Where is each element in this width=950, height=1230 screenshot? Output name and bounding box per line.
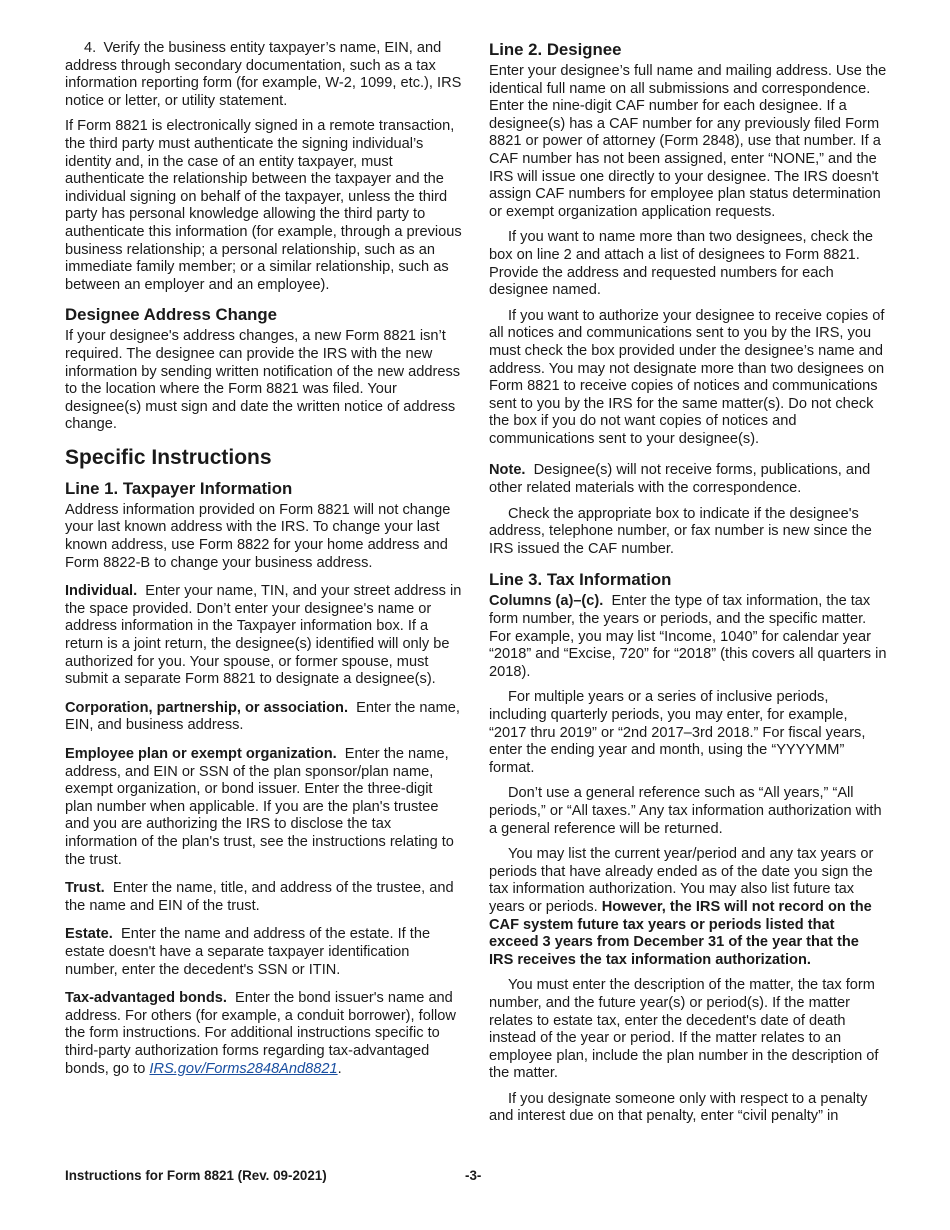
line2-heading: Line 2. Designee bbox=[489, 40, 622, 59]
employee-plan-paragraph bbox=[65, 746, 463, 869]
columns-paragraph bbox=[489, 593, 887, 681]
employee-plan-text: Enter the name, address, and EIN or SSN of the plan sponsor/plan name, exempt organization, or bond issuer. Enter the three-digit plan number when applicable. If you are the plan's trustee and you are authorizing the IRS to disclose the tax information of the plan's trust, see the instructions relating to the trust. bbox=[65, 746, 454, 868]
right-column bbox=[489, 40, 887, 1134]
page-number: -3- bbox=[465, 1168, 482, 1183]
line1-paragraph: Address information provided on Form 8821 will not change your last known address with the IRS. To change your last known address, use Form 8822 for your home address and Form 8822-B to change your business address. bbox=[65, 501, 451, 571]
line3-paragraph-6: If you designate someone only with respect to a penalty and interest due on that penalty, enter “civil penalty” in bbox=[489, 1090, 868, 1125]
item-4-paragraph: 4. Verify the business entity taxpayer’s name, EIN, and address through secondary documentation, such as a tax information reporting form (for example, W-2, 1099, etc.), IRS notice or letter, or utility statement. bbox=[65, 40, 462, 109]
line3-paragraph-4-bold: However, the IRS will not record on the CAF system future tax years or periods listed that exceed 3 years from December 31 of the year that the IRS receives the tax information authorization. bbox=[489, 898, 872, 968]
individual-paragraph bbox=[65, 583, 463, 689]
employee-plan-lead: Employee plan or exempt organization. bbox=[65, 746, 337, 762]
line3-paragraph-3: Don’t use a general reference such as “All years,” “All periods,” or “All taxes.” Any tax information authorization with a general reference will be returned. bbox=[489, 785, 882, 837]
line2-paragraph-3: If you want to authorize your designee to receive copies of all notices and communications sent to you by the IRS, you must check the box provided under the designee’s name and address. You may not designate more than two designees on Form 8821 to receive copies of notices and communications sent to you by the IRS for the same matter(s). Do not check the box if you do not want copies of notices and communications sent to your designee(s). bbox=[489, 307, 885, 447]
specific-instructions-heading: Specific Instructions bbox=[65, 445, 272, 469]
tax-advantaged-bonds-text: Enter the bond issuer's name and address. For others (for example, a conduit borrower), follow the form instructions. For additional instructions specific to third-party authorization forms regarding tax-advantaged bonds, go to bbox=[65, 990, 456, 1077]
note-text: Designee(s) will not receive forms, publications, and other related materials with the correspondence. bbox=[489, 462, 871, 497]
left-column bbox=[65, 40, 463, 1089]
line2-paragraph-2: If you want to name more than two designees, check the box on line 2 and attach a list of designees to Form 8821. Provide the address and requested numbers for each designee named. bbox=[489, 229, 874, 299]
line2-paragraph-4: Check the appropriate box to indicate if the designee's address, telephone number, or fax number is new since the IRS issued the CAF number. bbox=[489, 505, 872, 557]
tax-advantaged-bonds-end: . bbox=[337, 1060, 342, 1077]
line3-paragraph-5: You must enter the description of the matter, the tax form number, and the future year(s) or period(s). If the matter relates to estate tax, enter the decedent's date of death instead of the year or period. If the matter relates to an employee plan, include the plan number in the description of the matter. bbox=[489, 977, 879, 1082]
line1-heading: Line 1. Taxpayer Information bbox=[65, 478, 293, 498]
estate-lead: Estate. bbox=[65, 926, 113, 943]
columns-text: Enter the type of tax information, the tax form number, the years or periods, and the specific matter. For example, you may list “Income, 1040” for calendar year “2018” and “Excise, 720” for “2018” (this covers all quarters in 2018). bbox=[489, 593, 887, 680]
note-lead: Note. bbox=[489, 462, 526, 479]
trust-paragraph bbox=[65, 880, 463, 915]
designee-address-change-paragraph: If your designee's address changes, a new Form 8821 isn’t required. The designee can provide the IRS with the new information by sending written notification of the new address to the location where the Form 8821 was filed. Your designee(s) must sign and date the written notice of address change. bbox=[65, 328, 461, 433]
tax-advantaged-bonds-paragraph bbox=[65, 990, 463, 1078]
line3-paragraph-4 bbox=[489, 846, 887, 969]
corporation-text: Enter the name, EIN, and business address. bbox=[65, 699, 460, 734]
estate-paragraph bbox=[65, 926, 463, 979]
irs-forms-link[interactable]: IRS.gov/Forms2848And8821 bbox=[149, 1060, 338, 1077]
trust-text: Enter the name, title, and address of the trustee, and the name and EIN of the trust. bbox=[65, 880, 454, 914]
note-paragraph bbox=[489, 462, 887, 497]
esign-paragraph: If Form 8821 is electronically signed in a remote transaction, the third party must authenticate the signing individual’s identity and, in the case of an entity taxpayer, must authenticate the relationship between the taxpayer and the individual signing on behalf of the taxpayer, unless the third party has personal knowledge allowing the third party to authenticate this information (for example, through a previous business relationship; a personal relationship, such as an immediate family member; or a similar relationship, such as between an employer and an employee). bbox=[65, 118, 462, 293]
individual-lead: Individual. bbox=[65, 583, 138, 600]
page-footer bbox=[65, 1168, 885, 1186]
corporation-paragraph bbox=[65, 700, 463, 735]
line3-paragraph-4-text: You may list the current year/period and any tax years or periods that have already ended as of the date you sign the tax information authorization. You may also list future tax years or periods. bbox=[489, 846, 874, 915]
tax-advantaged-bonds-lead: Tax-advantaged bonds. bbox=[65, 990, 227, 1007]
line3-heading: Line 3. Tax Information bbox=[489, 570, 672, 590]
estate-text: Enter the name and address of the estate. If the estate doesn't have a separate taxpayer identification number, enter the decedent's SSN or ITIN. bbox=[65, 926, 431, 978]
trust-lead: Trust. bbox=[65, 880, 105, 897]
columns-lead: Columns (a)–(c). bbox=[489, 593, 604, 610]
designee-address-change-heading: Designee Address Change bbox=[65, 305, 278, 325]
individual-text: Enter your name, TIN, and your street address in the space provided. Don’t enter your designee's name or address information in the Taxpayer information box. If a return is a joint return, the designee(s) identified will only be authorized for you. Your spouse, or former spouse, must submit a separate Form 8821 to designate a designee(s). bbox=[65, 583, 462, 688]
line3-paragraph-2: For multiple years or a series of inclusive periods, including quarterly periods, you may enter, for example, “2017 thru 2019” or “2nd 2017–3rd 2018.” For fiscal years, enter the ending year and month, using the “YYYYMM” format. bbox=[489, 689, 866, 776]
corporation-lead: Corporation, partnership, or association. bbox=[65, 699, 348, 716]
footer-title: Instructions for Form 8821 (Rev. 09-2021) bbox=[65, 1168, 327, 1183]
line2-paragraph-1: Enter your designee’s full name and mailing address. Use the identical full name on all submissions and correspondence. Enter the nine-digit CAF number for each designee. If a designee(s) has a CAF number for any previously filed Form 8821 or power of attorney (Form 2848), use that number. If a CAF number has not been assigned, enter “NONE,” and the IRS will issue one directly to your designee. The IRS doesn't assign CAF numbers for employee plan status determination or exempt organization application requests. bbox=[489, 63, 887, 220]
